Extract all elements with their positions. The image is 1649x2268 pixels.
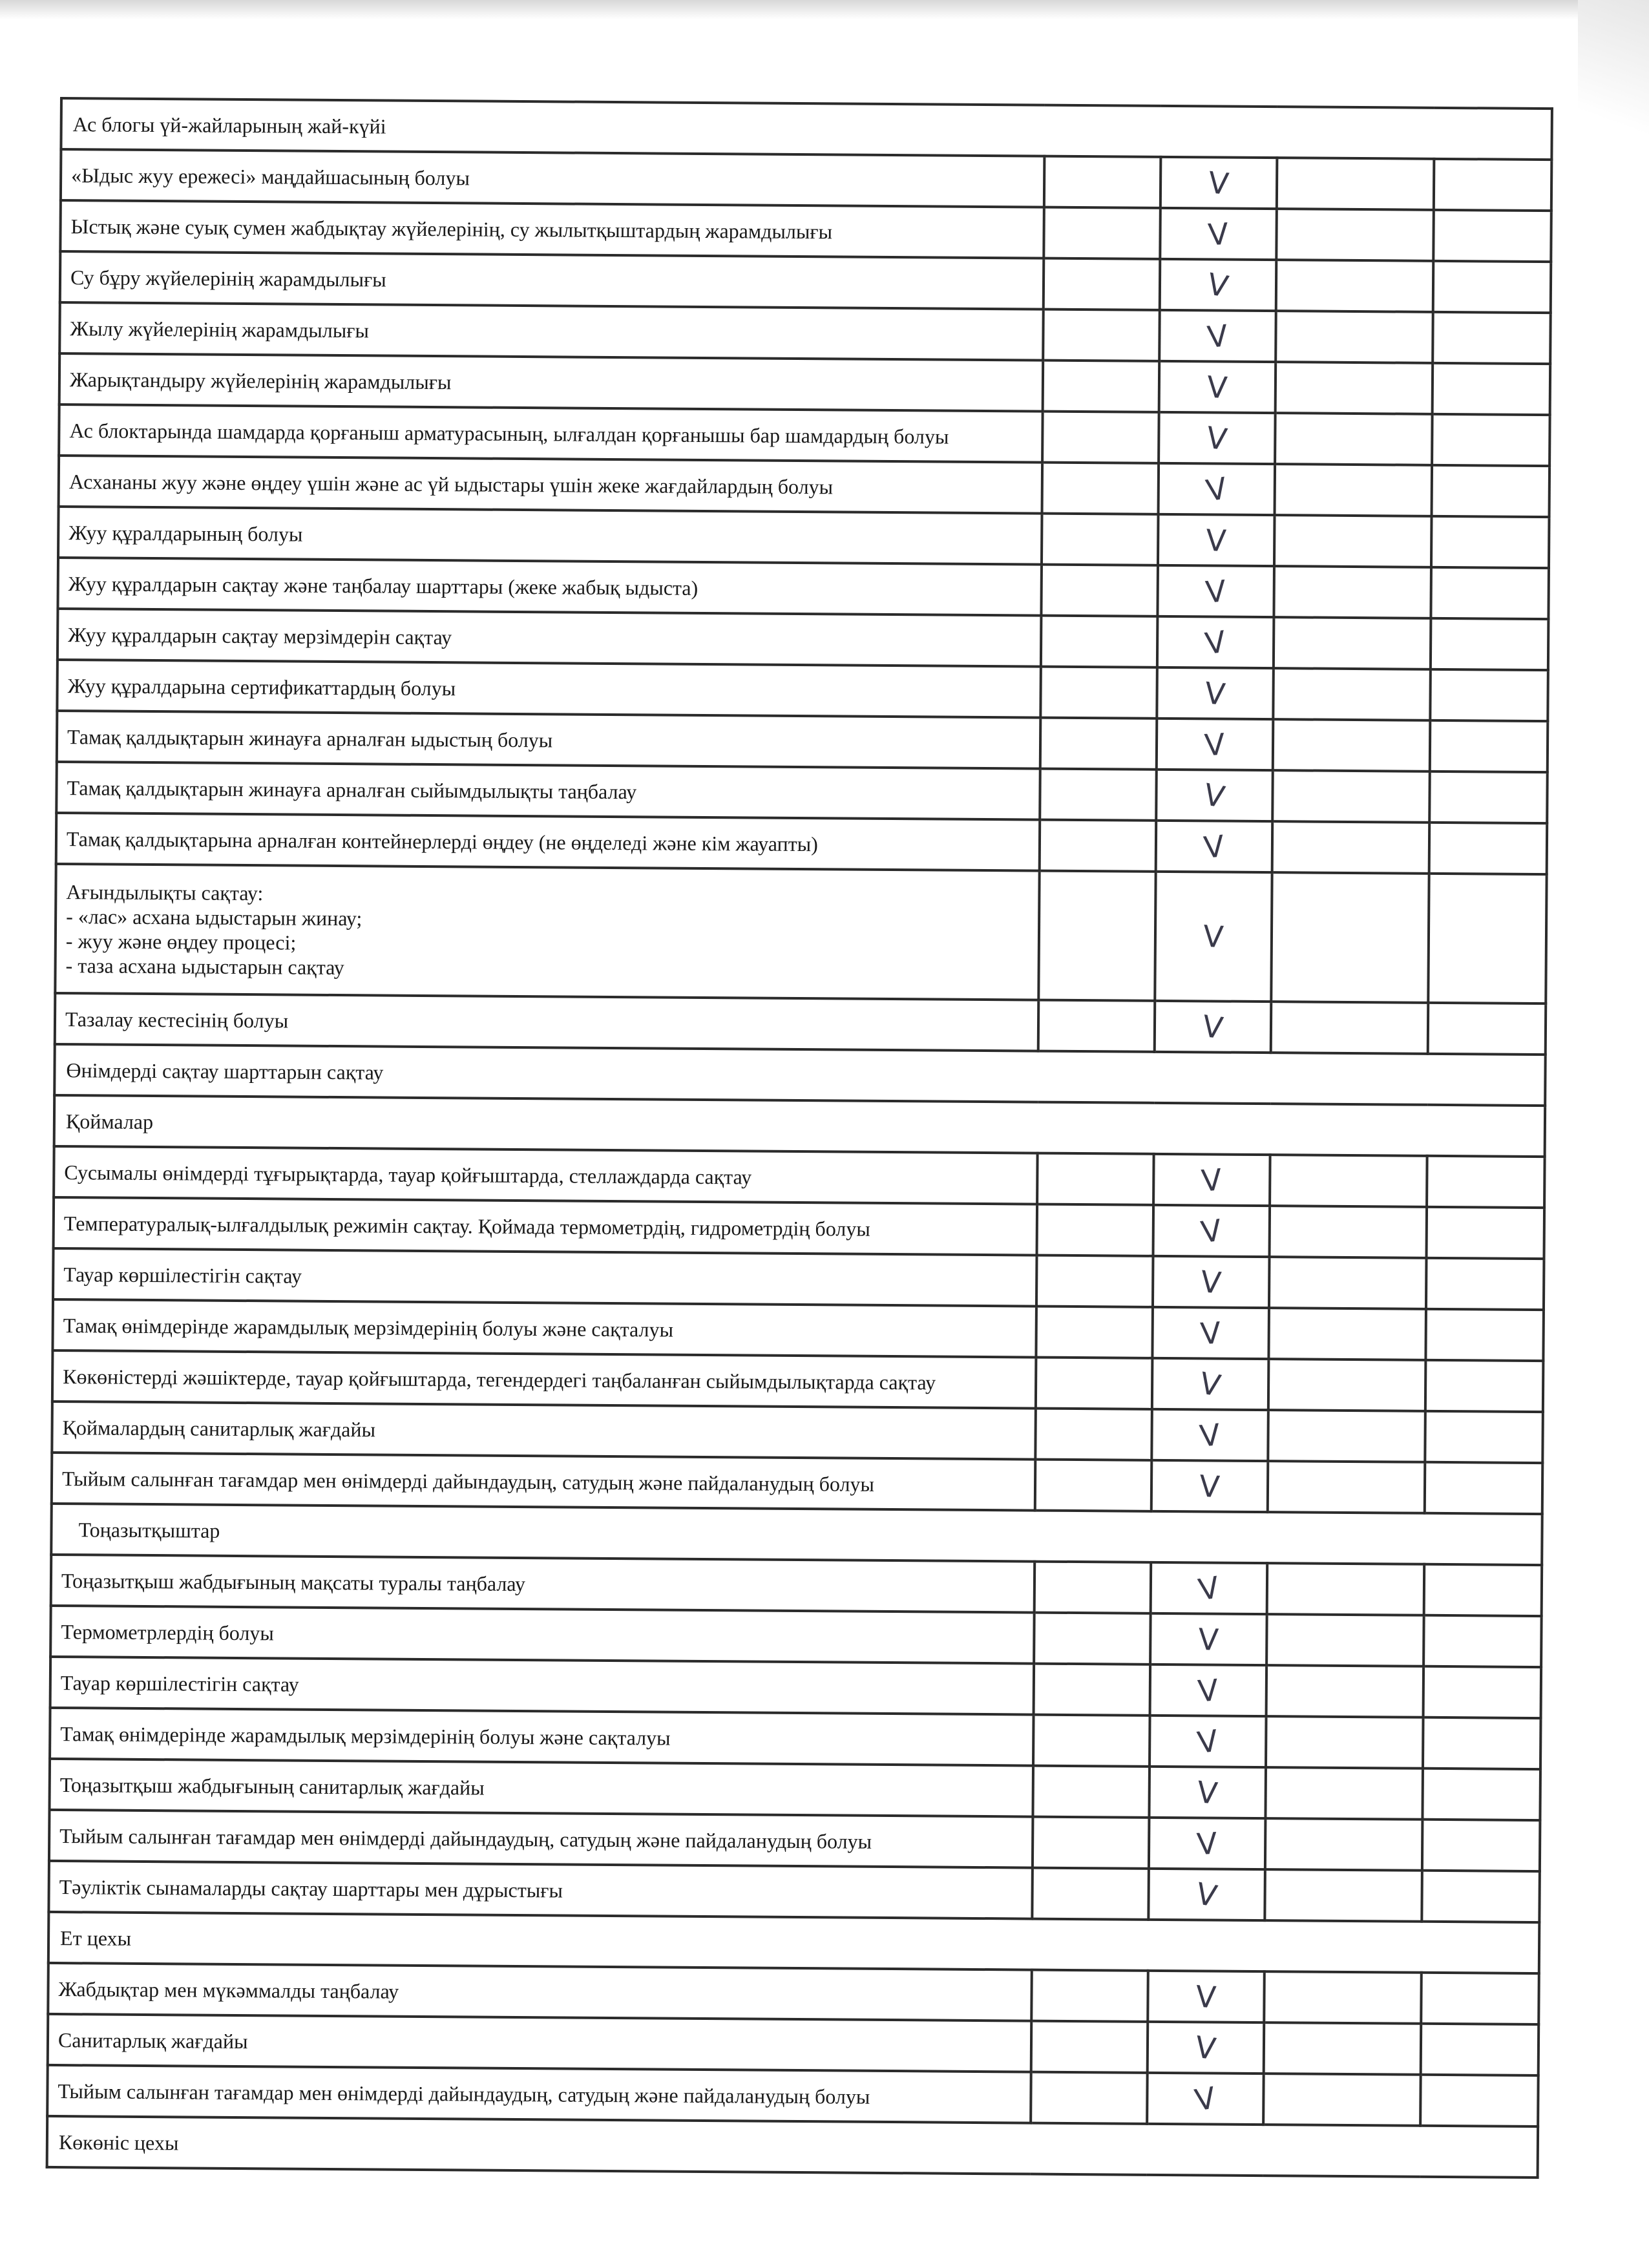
requirement-label: Сусымалы өнімдерді тұғырықтарда, тауар қойғыштарда, стеллаждарда сақтау [54,1146,1038,1204]
answer-cell-empty [1264,1971,1422,2024]
requirement-label: Тауар көршілестігін сақтау [50,1657,1035,1715]
note-cell-empty [1422,1871,1540,1922]
note-cell-empty [1425,1411,1543,1463]
check-mark-icon: V [1195,1979,1217,2015]
answer-cell-empty [1040,769,1157,821]
answer-cell-empty [1036,1255,1153,1307]
answer-cell-empty [1266,1614,1424,1666]
check-mark-icon: V [1196,1672,1220,1709]
check-mark-cell [1155,1001,1272,1053]
check-mark-cell [1149,1767,1266,1818]
answer-cell-empty [1031,1970,1148,2022]
requirement-label-line: - жуу және өңдеу процесі; [65,929,297,954]
check-mark-icon: V [1200,1161,1224,1199]
requirement-label: Тамақ қалдықтарын жинауға арналған сыйымдылықты таңбалау [56,762,1040,820]
check-mark-cell [1156,821,1273,872]
check-mark-icon: V [1199,1315,1223,1351]
check-mark-icon: V [1197,1621,1220,1657]
check-mark-icon: V [1203,624,1228,661]
requirement-label: Тамақ өнімдерінде жарамдылық мерзімдерінің болуы және сақталуы [52,1299,1036,1358]
answer-cell-empty [1273,719,1431,772]
check-mark-icon: V [1204,419,1230,457]
answer-cell-empty [1037,1153,1154,1205]
note-cell-empty [1432,465,1550,517]
answer-cell-empty [1266,1716,1423,1769]
answer-cell-empty [1270,1206,1427,1258]
note-cell-empty [1421,1973,1539,2024]
answer-cell-empty [1042,463,1159,514]
note-cell-empty [1420,2075,1539,2126]
check-mark-icon: V [1199,1212,1224,1250]
answer-cell-empty [1031,2072,1148,2124]
check-mark-icon: V [1193,1875,1220,1914]
check-mark-cell [1151,1562,1268,1614]
check-mark-icon: V [1203,470,1230,509]
note-cell-empty [1430,720,1548,772]
check-mark-cell [1160,259,1277,311]
answer-cell-empty [1033,1766,1150,1818]
check-mark-cell [1153,1256,1270,1308]
requirement-label: Асхананы жуу және өңдеу үшін және ас үй ыдыстары үшін жеке жағдайлардың болуы [59,456,1043,514]
note-cell-empty [1427,1156,1545,1208]
answer-cell-empty [1274,566,1431,618]
check-mark-icon: V [1195,1569,1222,1608]
answer-cell-empty [1274,617,1431,669]
answer-cell-empty [1034,1613,1151,1664]
note-cell-empty [1425,1309,1544,1361]
check-mark-icon: V [1198,1416,1222,1454]
answer-cell-empty [1271,1002,1429,1054]
requirement-label: Тыйым салынған тағамдар мен өнімдерді дайындаудың, сатудың және пайдаланудың болуы [52,1453,1036,1511]
check-mark-cell [1157,719,1274,770]
note-cell-empty [1425,1360,1544,1412]
requirement-label: Тамақ өнімдерінде жарамдылық мерзімдерінің болуы және сақталуы [50,1708,1034,1766]
note-cell-empty [1423,1615,1542,1667]
check-mark-icon: V [1205,522,1228,558]
check-mark-cell [1152,1307,1269,1359]
answer-cell-empty [1044,156,1161,208]
answer-cell-empty [1275,413,1433,465]
answer-cell-empty [1042,412,1159,463]
answer-cell-empty [1041,616,1158,667]
note-cell-empty [1426,1258,1544,1310]
check-mark-cell [1159,361,1276,413]
requirement-label: Тоңазытқыш жабдығының мақсаты туралы таңбалау [51,1555,1035,1613]
note-cell-empty [1423,1666,1542,1718]
answer-cell-empty [1035,1562,1151,1613]
answer-cell-empty [1269,1257,1427,1309]
checklist-row [55,864,1546,1003]
note-cell-empty [1421,2024,1539,2075]
section-title: Көкөніс цехы [47,2116,1539,2178]
answer-cell-empty [1042,514,1159,565]
note-cell-empty [1429,823,1548,874]
requirement-label: Тыйым салынған тағамдар мен өнімдерді дайындаудың, сатудың және пайдаланудың болуы [47,2065,1031,2123]
requirement-label: Су бұру жүйелерінің жарамдылығы [60,251,1044,310]
check-mark-cell [1148,1869,1265,1920]
answer-cell-empty [1267,1563,1425,1615]
section-title: Тоңазытқыштар [51,1504,1542,1565]
note-cell-empty [1433,210,1551,262]
answer-cell-empty [1033,1817,1150,1869]
section-title: Қоймалар [54,1095,1546,1157]
answer-cell-empty [1266,1665,1424,1717]
section-title: Ет цехы [48,1912,1540,1973]
check-mark-icon: V [1199,1263,1223,1301]
check-mark-cell [1160,208,1277,260]
check-mark-icon: V [1195,1723,1221,1760]
answer-cell-empty [1031,2021,1148,2073]
check-mark-cell [1153,1154,1270,1206]
requirement-label: Ыстық және суық сумен жабдықтау жүйелерінің, су жылытқыштардың жарамдылығы [60,200,1044,258]
requirement-label-line: - «лас» асхана ыдыстарын жинау; [66,905,362,930]
check-mark-icon: V [1203,675,1227,712]
note-cell-empty [1429,772,1548,823]
check-mark-cell [1157,565,1274,617]
requirement-label: Жуу құралдарын сақтау мерзімдерін сақтау [58,609,1042,667]
section-title: Ас блогы үй-жайларының жай-күйі [61,98,1552,160]
scan-top-edge [0,0,1649,19]
check-mark-icon: V [1202,828,1226,865]
answer-cell-empty [1265,1869,1422,1922]
check-mark-icon: V [1206,369,1229,405]
answer-cell-empty [1040,718,1157,770]
answer-cell-empty [1276,209,1434,261]
check-mark-icon: V [1193,2029,1219,2066]
note-cell-empty [1425,1462,1543,1514]
check-mark-cell [1152,1358,1269,1410]
answer-cell-empty [1272,821,1430,874]
answer-cell-empty [1265,1818,1423,1871]
answer-cell-empty [1043,361,1160,412]
answer-cell-empty [1040,820,1157,872]
requirement-label: Тазалау кестесінің болуы [55,993,1039,1051]
requirement-label: Жуу құралдарының болуы [58,507,1042,565]
answer-cell-empty [1036,1307,1153,1358]
requirement-label-line: Ағындылықты сақтау: [66,880,264,905]
note-cell-empty [1434,159,1552,211]
answer-cell-empty [1034,1664,1151,1716]
answer-cell-empty [1040,667,1157,719]
check-mark-icon: V [1192,2079,1219,2118]
requirement-label: «Ыдыс жуу ережесі» маңдайшасының болуы [61,149,1045,207]
answer-cell-empty [1038,871,1155,1001]
answer-cell-empty [1264,2022,1422,2075]
check-mark-cell [1148,2022,1265,2074]
answer-cell-empty [1268,1410,1425,1462]
check-mark-icon: V [1204,572,1228,610]
check-mark-icon: V [1195,1774,1219,1811]
note-cell-empty [1433,312,1551,364]
note-cell-empty [1432,414,1550,466]
check-mark-icon: V [1206,164,1231,202]
answer-cell-empty [1270,1155,1427,1207]
check-mark-icon: V [1195,1825,1219,1862]
requirement-label: Тамақ қалдықтарын жинауға арналған ыдыстың болуы [57,711,1041,769]
answer-cell-empty [1033,1715,1150,1767]
check-mark-cell [1153,1205,1270,1257]
check-mark-cell [1156,770,1273,821]
requirement-label: Көкөністерді жәшіктерде, тауар қойғыштарда, тегендердегі таңбаланған сыйымдылықтарда сақтау [52,1350,1036,1409]
answer-cell-empty [1041,565,1158,616]
answer-cell-empty [1032,1868,1149,1920]
answer-cell-empty [1035,1460,1152,1511]
requirement-label: Жарықтандыру жүйелерінің жарамдылығы [59,353,1044,412]
answer-cell-empty [1265,1767,1423,1820]
check-mark-cell [1159,412,1276,464]
answer-cell-empty [1044,207,1161,259]
note-cell-empty [1427,1207,1545,1259]
check-mark-icon: V [1202,918,1225,955]
check-mark-cell [1148,1971,1265,2022]
check-mark-icon: V [1201,776,1228,815]
answer-cell-empty [1276,311,1433,363]
answer-cell-empty [1276,260,1434,312]
check-mark-icon: V [1206,317,1230,355]
note-cell-empty [1431,567,1549,619]
requirement-label: Санитарлық жағдайы [48,2014,1032,2072]
check-mark-cell [1155,872,1272,1002]
answer-cell-empty [1268,1359,1426,1411]
requirement-label: Температуралық-ылғалдылық режимін сақтау. Қоймада термометрдің, гидрометрдің болуы [54,1197,1038,1255]
check-mark-cell [1157,667,1274,719]
answer-cell-empty [1037,1204,1154,1256]
requirement-label: Тоңазытқыш жабдығының санитарлық жағдайы [49,1759,1033,1817]
answer-cell-empty [1276,362,1433,414]
check-mark-cell [1150,1613,1267,1665]
note-cell-empty [1433,363,1551,415]
requirement-label: Жылу жүйелерінің жарамдылығы [59,302,1044,361]
note-cell-empty [1422,1769,1540,1820]
check-mark-cell [1150,1716,1266,1767]
note-cell-empty [1431,618,1549,670]
section-row [47,2116,1539,2178]
note-cell-empty [1430,669,1548,721]
requirement-label: Тауар көршілестігін сақтау [53,1248,1037,1307]
answer-cell-empty [1044,258,1161,310]
requirement-label: Ас блоктарында шамдарда қорғаныш арматурасының, ылғалдан қорғанышы бар шамдардың болуы [59,404,1043,463]
note-cell-empty [1428,1003,1546,1055]
note-cell-empty [1423,1717,1541,1769]
check-mark-cell [1151,1460,1268,1512]
note-cell-empty [1433,261,1551,313]
check-mark-icon: V [1198,1468,1221,1504]
check-mark-cell [1157,616,1274,668]
answer-cell-empty [1038,1000,1155,1052]
check-mark-cell [1150,1664,1267,1716]
requirement-label: Қоймалардың санитарлық жағдайы [52,1402,1036,1460]
answer-cell-empty [1035,1409,1152,1460]
answer-cell-empty [1273,668,1431,720]
check-mark-icon: V [1200,1008,1226,1045]
check-mark-cell [1151,1409,1268,1461]
requirement-label: Жуу құралдарына сертификаттардың болуы [57,660,1041,718]
answer-cell-empty [1277,158,1434,210]
inspection-checklist-table [46,97,1553,2179]
answer-cell-empty [1263,2074,1421,2126]
requirement-label: Жуу құралдарын сақтау және таңбалау шарттары (жеке жабық ыдыста) [58,558,1042,616]
page-corner-fold [1578,0,1649,168]
answer-cell-empty [1275,464,1433,516]
requirement-label: Тамақ қалдықтарына арналған контейнерлерді өңдеу (не өңделеді және кім жауапты) [56,813,1040,871]
check-mark-cell [1161,157,1277,209]
check-mark-cell [1147,2073,1264,2125]
requirement-label [55,864,1039,1000]
check-mark-icon: V [1204,266,1232,304]
requirement-label: Жабдықтар мен мүкәммалды таңбалау [48,1963,1032,2021]
note-cell-empty [1422,1820,1540,1871]
check-mark-cell [1159,463,1276,515]
section-title: Өнімдерді сақтау шарттарын сақтау [54,1044,1546,1106]
check-mark-icon: V [1207,216,1230,252]
requirement-label: Тыйым салынған тағамдар мен өнімдерді дайындаудың, сатудың және пайдаланудың болуы [49,1810,1033,1868]
answer-cell-empty [1268,1308,1426,1360]
check-mark-cell [1159,310,1276,362]
check-mark-cell [1158,514,1275,566]
check-mark-icon: V [1197,1365,1224,1403]
check-mark-cell [1149,1818,1266,1869]
requirement-label: Термометрлердің болуы [50,1606,1035,1664]
answer-cell-empty [1272,770,1430,823]
note-cell-empty [1428,874,1546,1003]
answer-cell-empty [1043,310,1160,361]
answer-cell-empty [1274,515,1432,567]
requirement-label-line: - таза асхана ыдыстарын сақтау [65,954,344,980]
answer-cell-empty [1036,1358,1153,1409]
note-cell-empty [1431,516,1549,568]
note-cell-empty [1424,1564,1542,1616]
answer-cell-empty [1271,872,1429,1003]
checklist-body [47,98,1552,2178]
check-mark-icon: V [1203,726,1226,762]
requirement-label: Тәуліктік сынамаларды сақтау шарттары мен дұрыстығы [48,1861,1033,1919]
answer-cell-empty [1268,1461,1425,1513]
